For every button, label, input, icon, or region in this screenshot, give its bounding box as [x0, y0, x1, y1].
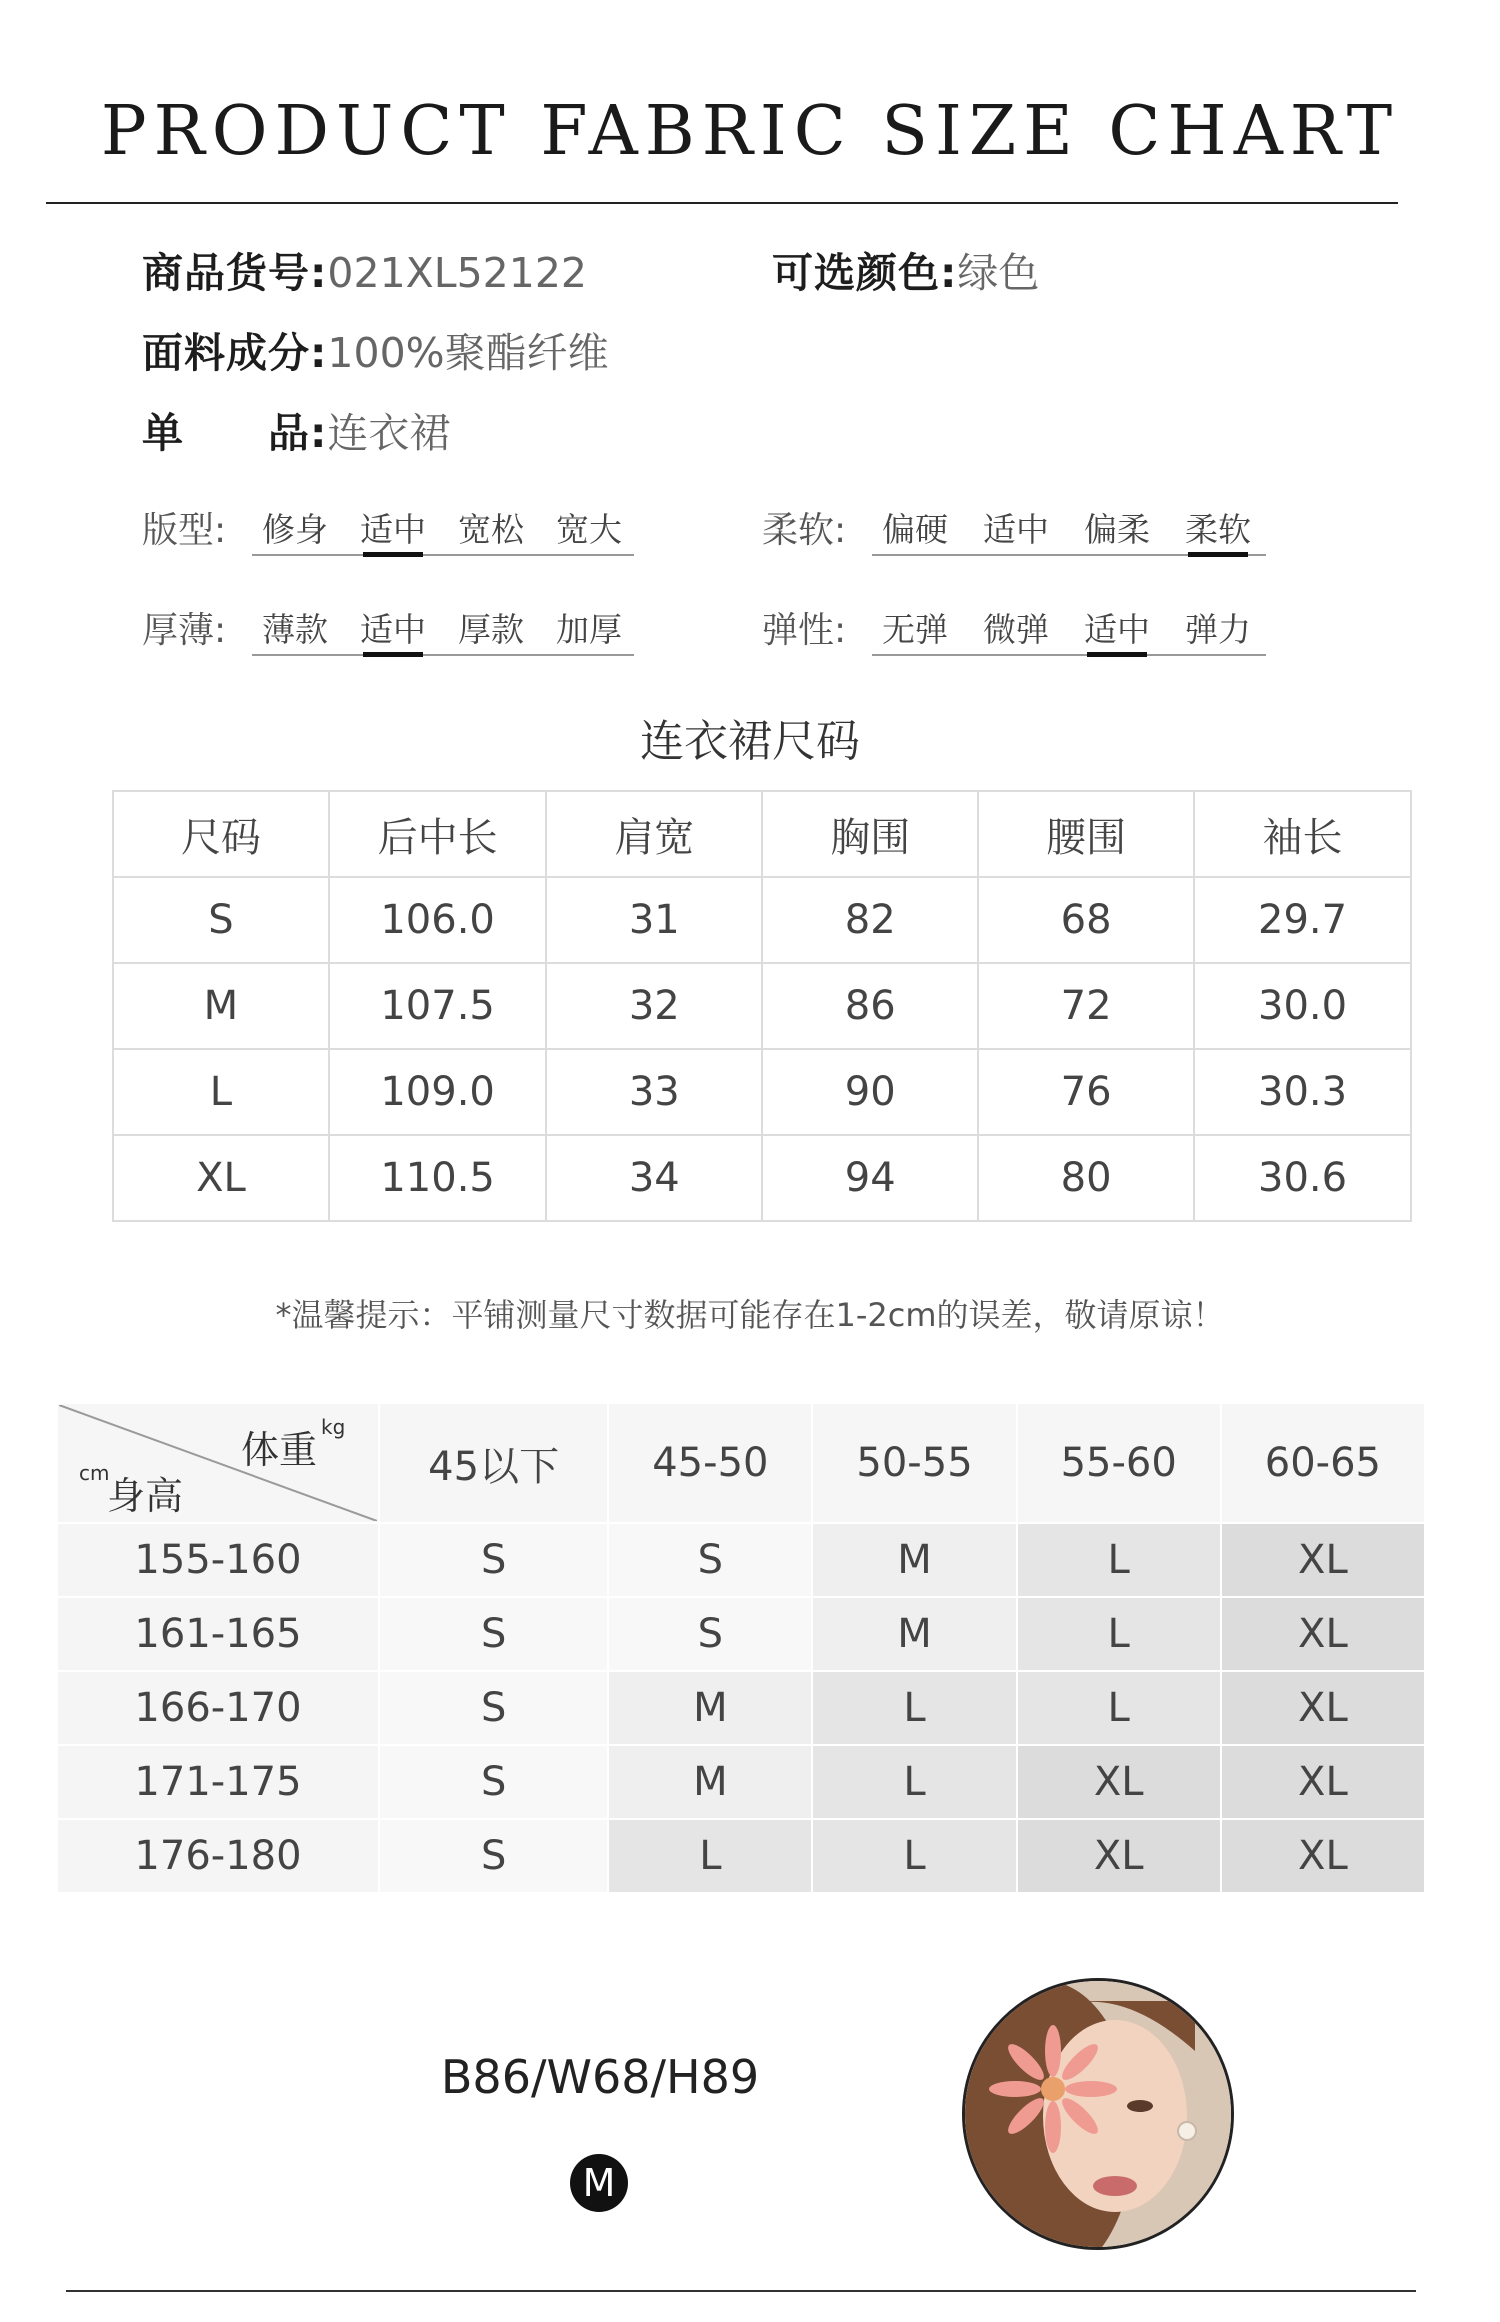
model-measurements: B86/W68/H89 — [440, 2050, 760, 2104]
size-table-cell: 68 — [978, 877, 1194, 963]
size-reference-table — [56, 1402, 1426, 1894]
recommended-size-cell: S — [609, 1524, 811, 1596]
thickness-selected-marker — [363, 652, 423, 657]
weight-range-header: 55-60 — [1018, 1404, 1220, 1522]
title-divider — [46, 202, 1398, 204]
corner-header — [58, 1404, 378, 1522]
size-table-cell: 90 — [762, 1049, 978, 1135]
table-row — [113, 963, 1411, 1049]
elasticity-label: 弹性: — [762, 610, 847, 651]
size-table-cell: 80 — [978, 1135, 1194, 1221]
thickness-label: 厚薄: — [142, 610, 227, 651]
recommended-size-cell: XL — [1222, 1820, 1424, 1892]
recommended-size-cell: M — [813, 1598, 1015, 1670]
size-table-cell: 31 — [546, 877, 762, 963]
size-table-cell: 107.5 — [329, 963, 546, 1049]
recommended-size-cell: M — [609, 1746, 811, 1818]
recommended-size-cell: XL — [1222, 1672, 1424, 1744]
recommended-size-cell: XL — [1222, 1746, 1424, 1818]
elasticity-scale-line — [872, 654, 1266, 656]
recommended-size-cell: L — [609, 1820, 811, 1892]
size-table-cell: 86 — [762, 963, 978, 1049]
elasticity-option: 微弹 — [983, 610, 1049, 649]
height-header: 身高 — [107, 1474, 184, 1518]
fabric-value: 100%聚酯纤维 — [327, 329, 609, 377]
fabric-label: 面料成分: — [142, 329, 328, 377]
color-row — [772, 240, 1039, 299]
size-table-cell: 82 — [762, 877, 978, 963]
softness-selected-marker — [1188, 552, 1248, 557]
height-range-cell: 176-180 — [58, 1820, 378, 1892]
fit-label: 版型: — [142, 510, 227, 551]
table-row — [113, 877, 1411, 963]
size-table-cell: S — [113, 877, 329, 963]
fit-option: 修身 — [262, 510, 328, 549]
fit-scale-line — [252, 554, 634, 556]
table-row — [58, 1672, 1424, 1744]
size-table-cell: 30.0 — [1194, 963, 1411, 1049]
size-table-cell: 72 — [978, 963, 1194, 1049]
recommended-size-cell: L — [813, 1820, 1015, 1892]
single-label: 单 品: — [142, 409, 328, 457]
fit-selected-marker — [363, 552, 423, 557]
size-table-header-row — [113, 791, 1411, 877]
recommended-size-cell: XL — [1018, 1820, 1220, 1892]
fit-option: 宽大 — [556, 510, 622, 549]
color-value: 绿色 — [957, 249, 1040, 297]
recommended-size-cell: L — [1018, 1598, 1220, 1670]
size-table-cell: 29.7 — [1194, 877, 1411, 963]
weight-range-header: 45以下 — [380, 1404, 607, 1522]
softness-option: 适中 — [983, 510, 1049, 549]
height-range-cell: 171-175 — [58, 1746, 378, 1818]
size-table-header-cell: 肩宽 — [546, 791, 762, 877]
size-table-header-cell: 腰围 — [978, 791, 1194, 877]
single-row — [142, 400, 450, 459]
size-table-header-cell: 袖长 — [1194, 791, 1411, 877]
height-range-cell: 161-165 — [58, 1598, 378, 1670]
size-table-header-cell: 后中长 — [329, 791, 546, 877]
table-row — [58, 1524, 1424, 1596]
softness-option: 偏硬 — [882, 510, 948, 549]
recommended-size-cell: L — [1018, 1672, 1220, 1744]
fit-option: 适中 — [360, 510, 426, 549]
recommended-size-cell: S — [609, 1598, 811, 1670]
height-range-cell: 166-170 — [58, 1672, 378, 1744]
size-table-cell: 109.0 — [329, 1049, 546, 1135]
table-row — [113, 1049, 1411, 1135]
weight-range-header: 50-55 — [813, 1404, 1015, 1522]
weight-range-header: 45-50 — [609, 1404, 811, 1522]
elasticity-option: 无弹 — [882, 610, 948, 649]
recommended-size-cell: XL — [1222, 1598, 1424, 1670]
recommended-size-cell: S — [380, 1820, 607, 1892]
elasticity-option: 适中 — [1084, 610, 1150, 649]
recommended-size-cell: S — [380, 1672, 607, 1744]
thickness-scale-line — [252, 654, 634, 656]
softness-label: 柔软: — [762, 510, 847, 551]
item-number-value: 021XL52122 — [327, 249, 588, 297]
size-table-cell: 110.5 — [329, 1135, 546, 1221]
model-portrait-image — [962, 1978, 1234, 2250]
thickness-option: 加厚 — [556, 610, 622, 649]
single-value: 连衣裙 — [327, 409, 451, 457]
thickness-option: 厚款 — [458, 610, 524, 649]
recommended-size-cell: L — [1018, 1524, 1220, 1596]
recommended-size-cell: S — [380, 1746, 607, 1818]
fit-option: 宽松 — [458, 510, 524, 549]
recommended-size-cell: S — [380, 1598, 607, 1670]
size-table-cell: 76 — [978, 1049, 1194, 1135]
recommended-size-cell: M — [609, 1672, 811, 1744]
size-table-cell: 33 — [546, 1049, 762, 1135]
size-table-cell: 32 — [546, 963, 762, 1049]
size-table-header-cell: 胸围 — [762, 791, 978, 877]
item-number-row — [142, 240, 587, 299]
table-row — [58, 1820, 1424, 1892]
recommended-size-cell: L — [813, 1746, 1015, 1818]
softness-scale — [762, 498, 1292, 558]
table-row — [58, 1598, 1424, 1670]
size-table-cell: M — [113, 963, 329, 1049]
size-table-title: 连衣裙尺码 — [640, 716, 860, 767]
softness-option: 偏柔 — [1084, 510, 1150, 549]
table-row — [58, 1746, 1424, 1818]
color-label: 可选颜色: — [772, 249, 958, 297]
bottom-divider — [66, 2290, 1416, 2292]
elasticity-selected-marker — [1087, 652, 1147, 657]
size-table-cell: 34 — [546, 1135, 762, 1221]
size-table-cell: XL — [113, 1135, 329, 1221]
portrait-illustration — [965, 1981, 1231, 2247]
elasticity-option: 弹力 — [1185, 610, 1251, 649]
fit-scale — [142, 498, 672, 558]
measurement-note: *温馨提示：平铺测量尺寸数据可能存在1-2cm的误差，敬请原谅！ — [275, 1296, 1225, 1334]
size-table-header-cell: 尺码 — [113, 791, 329, 877]
size-table-cell: 106.0 — [329, 877, 546, 963]
size-table-cell: 30.3 — [1194, 1049, 1411, 1135]
weight-unit: kg — [321, 1415, 346, 1439]
size-table-cell: L — [113, 1049, 329, 1135]
thickness-option: 薄款 — [262, 610, 328, 649]
thickness-scale — [142, 598, 672, 658]
recommended-size-cell: XL — [1018, 1746, 1220, 1818]
fabric-row — [142, 320, 609, 379]
table-row — [113, 1135, 1411, 1221]
size-table — [112, 790, 1412, 1222]
height-unit: cm — [79, 1461, 110, 1485]
recommended-size-cell: XL — [1222, 1524, 1424, 1596]
softness-option: 柔软 — [1185, 510, 1251, 549]
item-number-label: 商品货号: — [142, 249, 328, 297]
weight-range-header: 60-65 — [1222, 1404, 1424, 1522]
model-size-badge: M — [570, 2154, 628, 2212]
recommended-size-cell: S — [380, 1524, 607, 1596]
page-title: PRODUCT FABRIC SIZE CHART — [100, 92, 1400, 171]
weight-header: 体重 — [241, 1428, 318, 1472]
recommended-size-cell: L — [813, 1672, 1015, 1744]
size-table-cell: 94 — [762, 1135, 978, 1221]
elasticity-scale — [762, 598, 1292, 658]
recommended-size-cell: M — [813, 1524, 1015, 1596]
thickness-option: 适中 — [360, 610, 426, 649]
size-table-cell: 30.6 — [1194, 1135, 1411, 1221]
height-range-cell: 155-160 — [58, 1524, 378, 1596]
